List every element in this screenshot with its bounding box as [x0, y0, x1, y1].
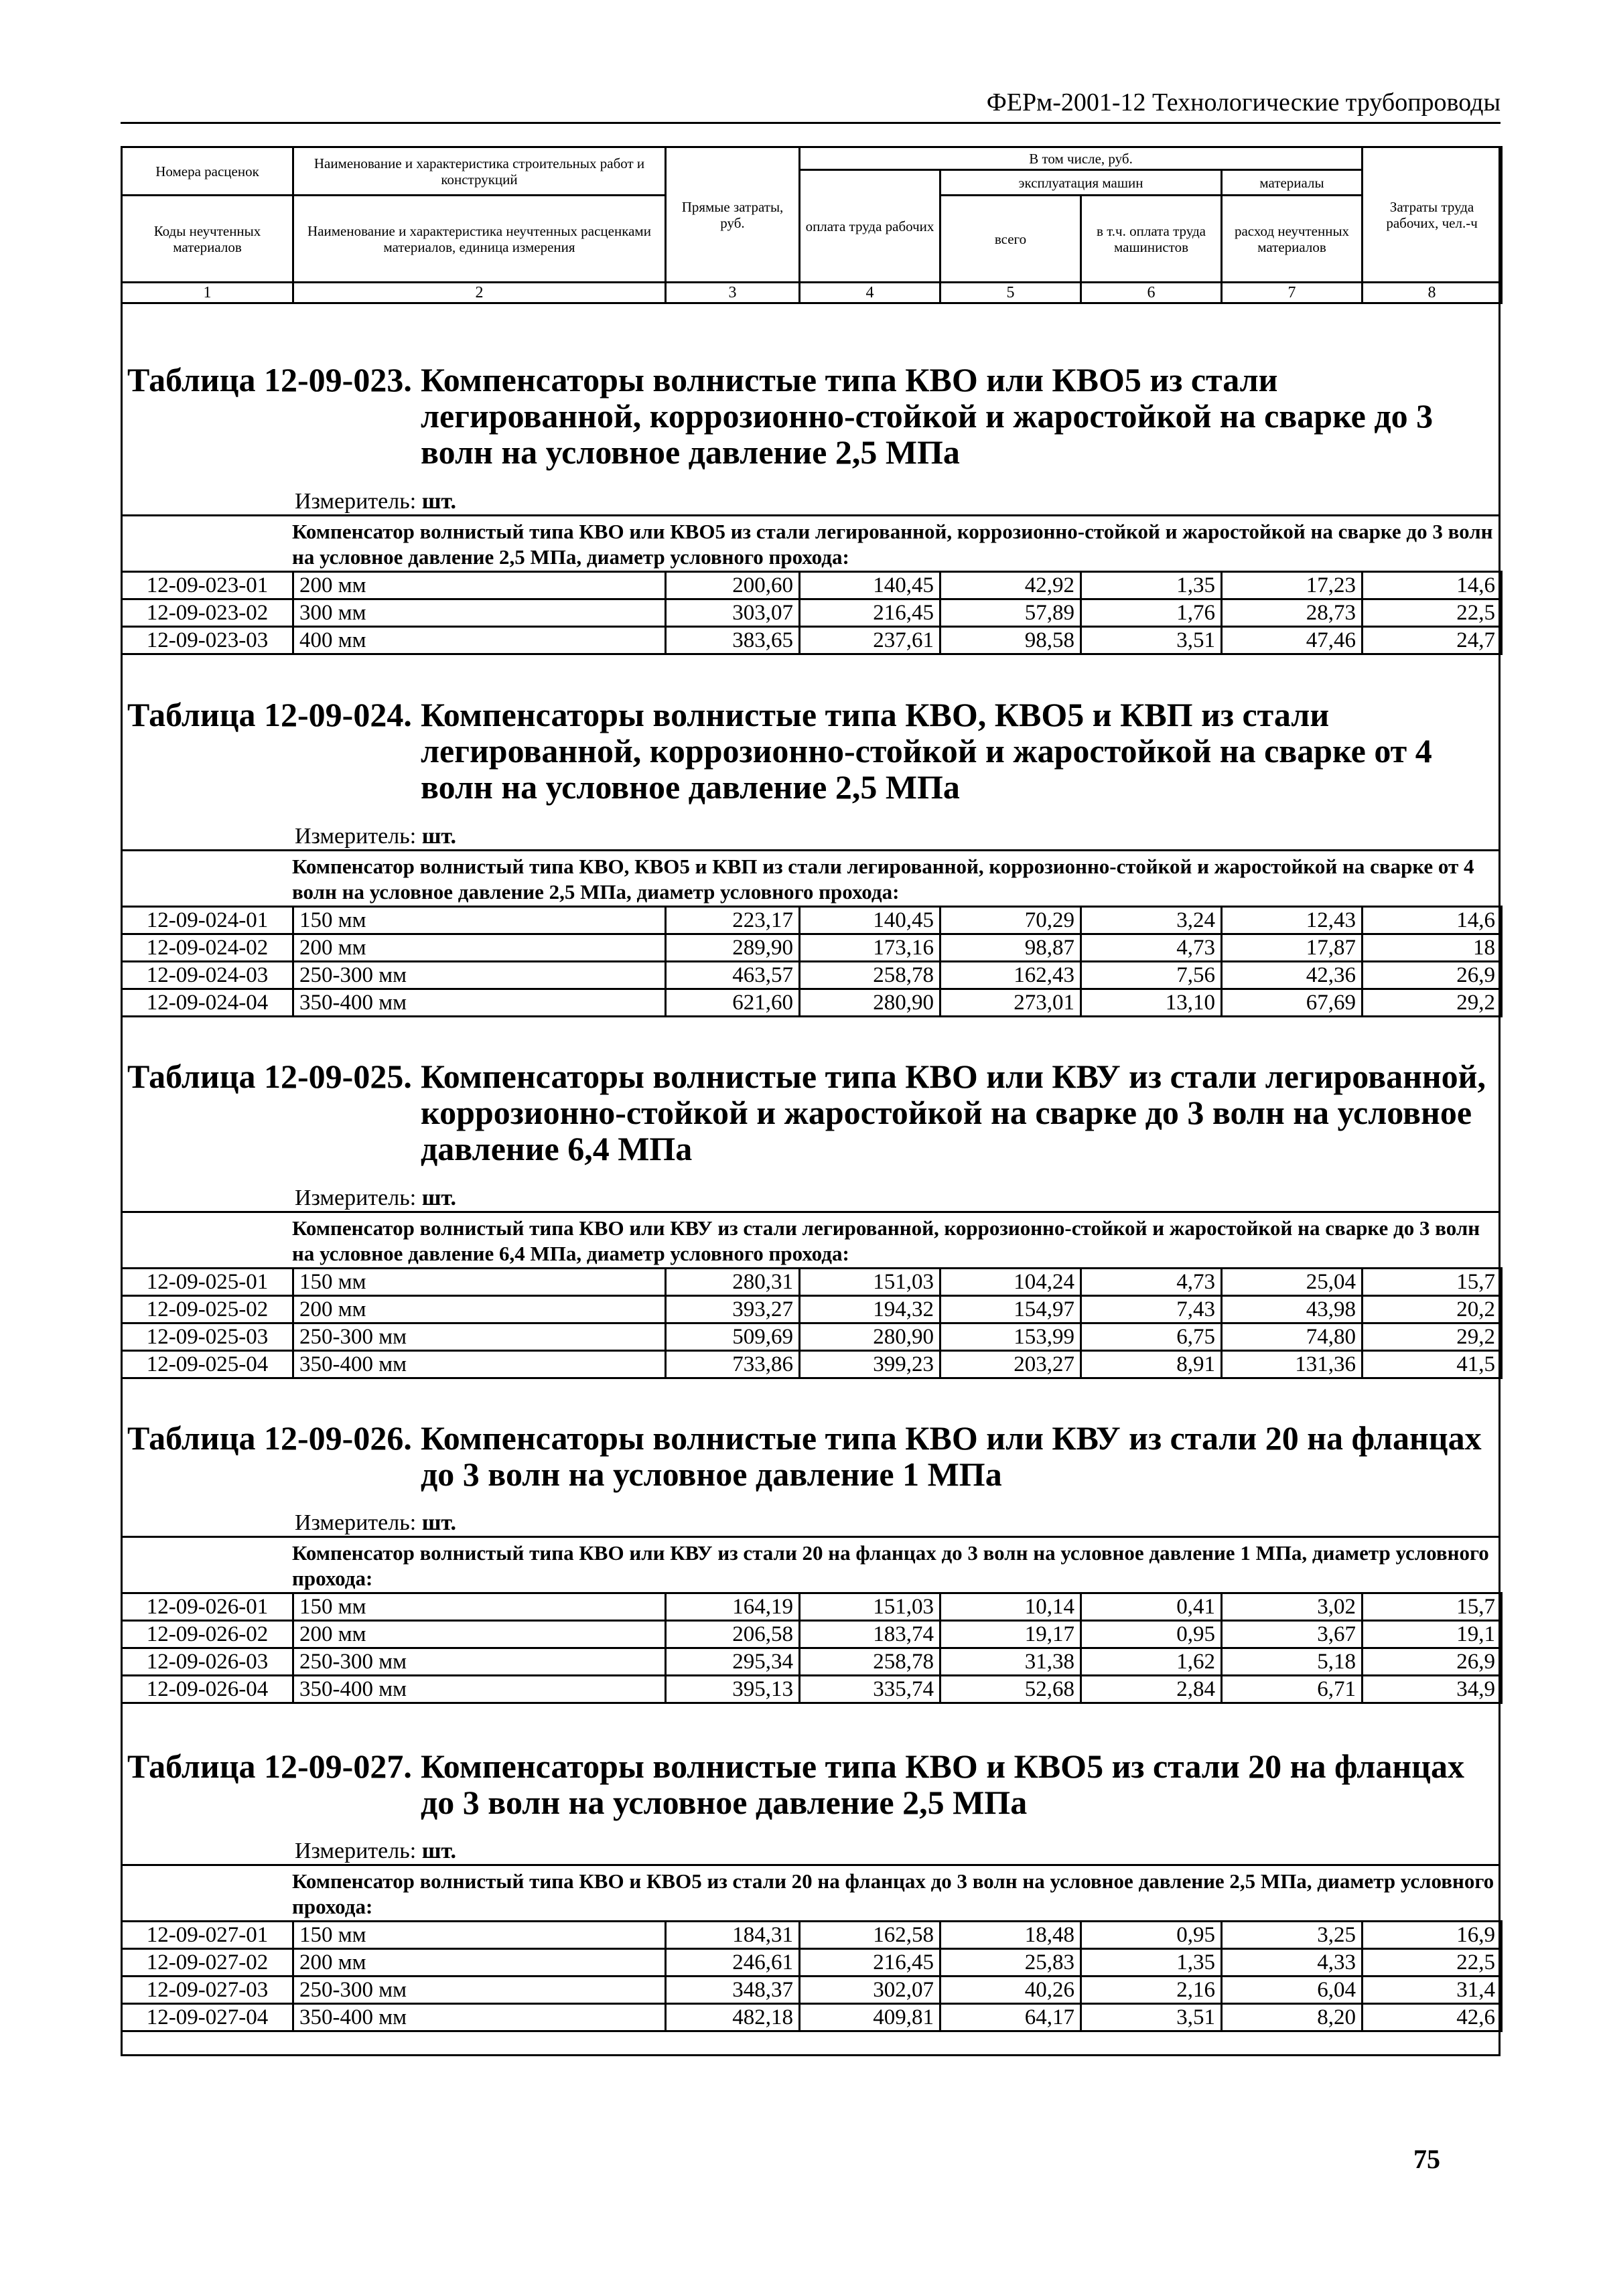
rate-value: 22,5 — [1363, 599, 1502, 627]
page-number: 75 — [1413, 2144, 1440, 2174]
rate-value: 24,7 — [1363, 627, 1502, 654]
rate-value: 1,35 — [1081, 1949, 1222, 1977]
rate-value: 237,61 — [800, 627, 940, 654]
rate-value: 3,02 — [1222, 1593, 1363, 1621]
rate-code: 12-09-027-01 — [122, 1922, 293, 1949]
rate-value: 6,75 — [1081, 1323, 1222, 1351]
section-description: Компенсатор волнистый типа КВО или КВУ из стали легированной, коррозионно-стойкой и жаростойкой на сварке до 3 волн на условное давление 6,4 МПа, диаметр условного прохода: — [292, 1216, 1480, 1265]
rate-rows — [122, 907, 1502, 1017]
header-col1-bottom: Коды неучтенных материалов — [122, 196, 293, 283]
rate-name: 350-400 мм — [293, 2004, 666, 2031]
rate-name: 350-400 мм — [293, 1351, 666, 1378]
section-label: Таблица 12-09-023. — [127, 361, 412, 399]
rate-value: 22,5 — [1363, 1949, 1502, 1977]
rate-code: 12-09-024-01 — [122, 907, 293, 934]
rate-value: 8,91 — [1081, 1351, 1222, 1378]
rate-value: 164,19 — [666, 1593, 800, 1621]
header-incl-operators-wage: в т.ч. оплата труда машинистов — [1081, 196, 1222, 283]
rate-value: 6,71 — [1222, 1676, 1363, 1703]
rate-code: 12-09-026-02 — [122, 1621, 293, 1648]
section-label: Таблица 12-09-025. — [127, 1058, 412, 1095]
rate-value: 19,1 — [1363, 1621, 1502, 1648]
rate-name: 250-300 мм — [293, 962, 666, 989]
section-heading: Компенсаторы волнистые типа КВО и КВО5 из стали 20 на фланцах до 3 волн на условное давление 2,5 МПа — [421, 1747, 1464, 1821]
meter-unit: шт. — [421, 1186, 457, 1210]
rate-value: 6,04 — [1222, 1977, 1363, 2004]
section-description: Компенсатор волнистый типа КВО или КВУ из стали 20 на фланцах до 3 волн на условное давление 1 МПа, диаметр условного прохода: — [292, 1541, 1489, 1590]
table-row — [122, 1676, 1502, 1703]
header-including: В том числе, руб. — [800, 147, 1363, 170]
rate-value: 5,18 — [1222, 1648, 1363, 1676]
rate-value: 131,36 — [1222, 1351, 1363, 1378]
rate-value: 280,31 — [666, 1269, 800, 1296]
rate-value: 17,23 — [1222, 572, 1363, 599]
rate-value: 15,7 — [1363, 1269, 1502, 1296]
rate-value: 4,33 — [1222, 1949, 1363, 1977]
rate-value: 40,26 — [940, 1977, 1081, 2004]
header-labor-costs: Затраты труда рабочих, чел.-ч — [1363, 147, 1502, 283]
rate-value: 162,43 — [940, 962, 1081, 989]
section-description: Компенсатор волнистый типа КВО, КВО5 и КВП из стали легированной, коррозионно-стойкой и жаростойкой на сварке от 4 волн на условное давление 2,5 МПа, диаметр условного прохода: — [292, 855, 1474, 904]
header-direct-costs: Прямые затраты, руб. — [666, 147, 800, 283]
rate-name: 200 мм — [293, 1949, 666, 1977]
rate-value: 10,14 — [940, 1593, 1081, 1621]
rate-value: 70,29 — [940, 907, 1081, 934]
rate-value: 42,6 — [1363, 2004, 1502, 2031]
rate-value: 18,48 — [940, 1922, 1081, 1949]
section-heading: Компенсаторы волнистые типа КВО или КВО5 из стали легированной, коррозионно-стойкой и жаростойкой на сварке до 3 волн на условное давление 2,5 МПа — [421, 361, 1434, 471]
rate-value: 621,60 — [666, 989, 800, 1017]
meter-unit: шт. — [421, 824, 457, 849]
column-header-table — [121, 146, 1503, 304]
rate-value: 140,45 — [800, 907, 940, 934]
rate-value: 216,45 — [800, 599, 940, 627]
description-box — [121, 514, 1501, 571]
rate-value: 183,74 — [800, 1621, 940, 1648]
rate-value: 47,46 — [1222, 627, 1363, 654]
meter-line — [295, 1186, 456, 1211]
rate-value: 13,10 — [1081, 989, 1222, 1017]
rate-name: 250-300 мм — [293, 1977, 666, 2004]
rate-value: 8,20 — [1222, 2004, 1363, 2031]
rate-value: 20,2 — [1363, 1296, 1502, 1323]
rate-value: 733,86 — [666, 1351, 800, 1378]
rate-value: 348,37 — [666, 1977, 800, 2004]
rate-value: 140,45 — [800, 572, 940, 599]
table-row — [122, 989, 1502, 1017]
table-row — [122, 1949, 1502, 1977]
description-box — [121, 1536, 1501, 1592]
rate-value: 258,78 — [800, 962, 940, 989]
meter-label: Измеритель: — [295, 1839, 417, 1863]
column-number: 6 — [1081, 283, 1222, 303]
table-row — [122, 1977, 1502, 2004]
section-description: Компенсатор волнистый типа КВО или КВО5 из стали легированной, коррозионно-стойкой и жаростойкой на сварке до 3 волн на условное давление 2,5 МПа, диаметр условного прохода: — [292, 520, 1493, 569]
rate-value: 273,01 — [940, 989, 1081, 1017]
rate-value: 0,41 — [1081, 1593, 1222, 1621]
column-number: 3 — [666, 283, 800, 303]
rate-name: 250-300 мм — [293, 1323, 666, 1351]
rate-name: 150 мм — [293, 1593, 666, 1621]
table-row — [122, 1593, 1502, 1621]
rate-table — [121, 1267, 1503, 1379]
rate-name: 200 мм — [293, 572, 666, 599]
header-col1-top: Номера расценок — [122, 147, 293, 196]
header-col2-top: Наименование и характеристика строительных работ и конструкций — [293, 147, 666, 196]
rate-value: 206,58 — [666, 1621, 800, 1648]
rate-value: 3,24 — [1081, 907, 1222, 934]
rate-code: 12-09-025-01 — [122, 1269, 293, 1296]
rate-value: 7,56 — [1081, 962, 1222, 989]
rate-code: 12-09-026-03 — [122, 1648, 293, 1676]
rate-value: 57,89 — [940, 599, 1081, 627]
rate-value: 258,78 — [800, 1648, 940, 1676]
rate-table — [121, 906, 1503, 1017]
rate-value: 29,2 — [1363, 989, 1502, 1017]
rate-rows — [122, 1593, 1502, 1703]
table-row — [122, 1351, 1502, 1378]
meter-unit: шт. — [421, 1510, 457, 1535]
meter-unit: шт. — [421, 489, 457, 514]
rate-value: 280,90 — [800, 1323, 940, 1351]
section-label: Таблица 12-09-026. — [127, 1419, 412, 1457]
rate-value: 302,07 — [800, 1977, 940, 2004]
rate-value: 3,51 — [1081, 627, 1222, 654]
meter-line — [295, 1839, 456, 1864]
rate-value: 25,04 — [1222, 1269, 1363, 1296]
rate-value: 151,03 — [800, 1269, 940, 1296]
table-row — [122, 2004, 1502, 2031]
rate-value: 246,61 — [666, 1949, 800, 1977]
rate-value: 383,65 — [666, 627, 800, 654]
rate-value: 7,43 — [1081, 1296, 1222, 1323]
rate-value: 43,98 — [1222, 1296, 1363, 1323]
rate-value: 409,81 — [800, 2004, 940, 2031]
rate-code: 12-09-024-04 — [122, 989, 293, 1017]
page-header-title: ФЕРм-2001-12 Технологические трубопроводы — [986, 88, 1501, 117]
rate-value: 223,17 — [666, 907, 800, 934]
page-header — [121, 86, 1501, 124]
rate-value: 14,6 — [1363, 572, 1502, 599]
rate-value: 154,97 — [940, 1296, 1081, 1323]
rate-value: 216,45 — [800, 1949, 940, 1977]
rate-value: 303,07 — [666, 599, 800, 627]
rate-value: 1,76 — [1081, 599, 1222, 627]
rate-name: 150 мм — [293, 1922, 666, 1949]
rate-value: 26,9 — [1363, 962, 1502, 989]
header-col2-bottom: Наименование и характеристика неучтенных расценками материалов, единица измерения — [293, 196, 666, 283]
rate-name: 200 мм — [293, 1296, 666, 1323]
rate-name: 150 мм — [293, 907, 666, 934]
rate-value: 509,69 — [666, 1323, 800, 1351]
header-total: всего — [940, 196, 1081, 283]
rate-name: 350-400 мм — [293, 1676, 666, 1703]
rate-value: 28,73 — [1222, 599, 1363, 627]
header-wage: оплата труда рабочих — [800, 170, 940, 283]
column-number: 1 — [122, 283, 293, 303]
rate-value: 173,16 — [800, 934, 940, 962]
rate-value: 395,13 — [666, 1676, 800, 1703]
rate-rows — [122, 1269, 1502, 1378]
rate-code: 12-09-023-03 — [122, 627, 293, 654]
rate-value: 52,68 — [940, 1676, 1081, 1703]
rate-value: 98,87 — [940, 934, 1081, 962]
rate-table — [121, 571, 1503, 655]
rate-value: 15,7 — [1363, 1593, 1502, 1621]
rate-value: 399,23 — [800, 1351, 940, 1378]
meter-label: Измеритель: — [295, 824, 417, 849]
rate-code: 12-09-027-04 — [122, 2004, 293, 2031]
rate-value: 184,31 — [666, 1922, 800, 1949]
rate-value: 3,51 — [1081, 2004, 1222, 2031]
rate-code: 12-09-026-04 — [122, 1676, 293, 1703]
table-row — [122, 1323, 1502, 1351]
meter-label: Измеритель: — [295, 1186, 417, 1210]
column-number: 8 — [1363, 283, 1502, 303]
table-row — [122, 572, 1502, 599]
rate-value: 25,83 — [940, 1949, 1081, 1977]
rate-name: 250-300 мм — [293, 1648, 666, 1676]
rate-code: 12-09-025-04 — [122, 1351, 293, 1378]
rate-value: 104,24 — [940, 1269, 1081, 1296]
rate-value: 153,99 — [940, 1323, 1081, 1351]
section-heading: Компенсаторы волнистые типа КВО или КВУ из стали легированной, коррозионно-стойкой и жаростойкой на сварке до 3 волн на условное давление 6,4 МПа — [421, 1058, 1486, 1167]
section-label: Таблица 12-09-024. — [127, 696, 412, 733]
rate-value: 4,73 — [1081, 934, 1222, 962]
header-materials: материалы — [1222, 170, 1363, 196]
rate-name: 350-400 мм — [293, 989, 666, 1017]
rate-value: 19,17 — [940, 1621, 1081, 1648]
rate-code: 12-09-025-03 — [122, 1323, 293, 1351]
rate-value: 31,4 — [1363, 1977, 1502, 2004]
rate-value: 335,74 — [800, 1676, 940, 1703]
rate-value: 162,58 — [800, 1922, 940, 1949]
rate-value: 2,16 — [1081, 1977, 1222, 2004]
rate-value: 0,95 — [1081, 1621, 1222, 1648]
column-number: 5 — [940, 283, 1081, 303]
table-row — [122, 934, 1502, 962]
rate-code: 12-09-025-02 — [122, 1296, 293, 1323]
rate-value: 18 — [1363, 934, 1502, 962]
rate-value: 203,27 — [940, 1351, 1081, 1378]
section-description: Компенсатор волнистый типа КВО и КВО5 из стали 20 на фланцах до 3 волн на условное давление 2,5 МПа, диаметр условного прохода: — [292, 1869, 1494, 1918]
description-box — [121, 849, 1501, 906]
rate-code: 12-09-027-03 — [122, 1977, 293, 2004]
header-machine-operation: эксплуатация машин — [940, 170, 1222, 196]
table-row — [122, 907, 1502, 934]
description-box — [121, 1864, 1501, 1920]
rate-table — [121, 1920, 1503, 2032]
section-label: Таблица 12-09-027. — [127, 1747, 412, 1785]
rate-table — [121, 1592, 1503, 1704]
rate-value: 14,6 — [1363, 907, 1502, 934]
rate-rows — [122, 1922, 1502, 2031]
rate-name: 200 мм — [293, 934, 666, 962]
rate-name: 200 мм — [293, 1621, 666, 1648]
rate-value: 67,69 — [1222, 989, 1363, 1017]
table-row — [122, 1621, 1502, 1648]
rate-value: 42,36 — [1222, 962, 1363, 989]
meter-unit: шт. — [421, 1839, 457, 1863]
rate-value: 295,34 — [666, 1648, 800, 1676]
column-number: 2 — [293, 283, 666, 303]
rate-code: 12-09-023-02 — [122, 599, 293, 627]
section-heading: Компенсаторы волнистые типа КВО или КВУ из стали 20 на фланцах до 3 волн на условное давление 1 МПа — [421, 1419, 1482, 1493]
meter-label: Измеритель: — [295, 1510, 417, 1535]
table-row — [122, 962, 1502, 989]
rate-rows — [122, 572, 1502, 654]
rate-value: 151,03 — [800, 1593, 940, 1621]
rate-value: 463,57 — [666, 962, 800, 989]
header-material-consumption: расход неучтенных материалов — [1222, 196, 1363, 283]
table-row — [122, 599, 1502, 627]
rate-value: 1,35 — [1081, 572, 1222, 599]
rate-code: 12-09-024-03 — [122, 962, 293, 989]
rate-value: 4,73 — [1081, 1269, 1222, 1296]
table-row — [122, 627, 1502, 654]
rate-name: 300 мм — [293, 599, 666, 627]
rate-value: 3,67 — [1222, 1621, 1363, 1648]
rate-value: 98,58 — [940, 627, 1081, 654]
rate-value: 29,2 — [1363, 1323, 1502, 1351]
rate-value: 64,17 — [940, 2004, 1081, 2031]
rate-value: 31,38 — [940, 1648, 1081, 1676]
rate-code: 12-09-026-01 — [122, 1593, 293, 1621]
rate-value: 34,9 — [1363, 1676, 1502, 1703]
rate-value: 482,18 — [666, 2004, 800, 2031]
table-row — [122, 1296, 1502, 1323]
meter-label: Измеритель: — [295, 489, 417, 514]
meter-line — [295, 824, 456, 849]
rate-value: 3,25 — [1222, 1922, 1363, 1949]
meter-line — [295, 1510, 456, 1536]
rate-value: 12,43 — [1222, 907, 1363, 934]
rate-value: 280,90 — [800, 989, 940, 1017]
rate-name: 150 мм — [293, 1269, 666, 1296]
rate-value: 1,62 — [1081, 1648, 1222, 1676]
rate-value: 26,9 — [1363, 1648, 1502, 1676]
rate-value: 0,95 — [1081, 1922, 1222, 1949]
column-number: 7 — [1222, 283, 1363, 303]
table-row — [122, 1648, 1502, 1676]
rate-code: 12-09-024-02 — [122, 934, 293, 962]
rate-value: 194,32 — [800, 1296, 940, 1323]
rate-value: 200,60 — [666, 572, 800, 599]
rate-value: 74,80 — [1222, 1323, 1363, 1351]
rate-value: 393,27 — [666, 1296, 800, 1323]
table-row — [122, 1922, 1502, 1949]
rate-value: 289,90 — [666, 934, 800, 962]
rate-value: 16,9 — [1363, 1922, 1502, 1949]
section-heading: Компенсаторы волнистые типа КВО, КВО5 и КВП из стали легированной, коррозионно-стойкой и жаростойкой на сварке от 4 волн на условное давление 2,5 МПа — [421, 696, 1432, 806]
rate-value: 42,92 — [940, 572, 1081, 599]
description-box — [121, 1211, 1501, 1267]
rate-code: 12-09-027-02 — [122, 1949, 293, 1977]
table-row — [122, 1269, 1502, 1296]
rate-name: 400 мм — [293, 627, 666, 654]
meter-line — [295, 489, 456, 514]
rate-value: 17,87 — [1222, 934, 1363, 962]
column-number: 4 — [800, 283, 940, 303]
rate-value: 41,5 — [1363, 1351, 1502, 1378]
rate-code: 12-09-023-01 — [122, 572, 293, 599]
rate-value: 2,84 — [1081, 1676, 1222, 1703]
